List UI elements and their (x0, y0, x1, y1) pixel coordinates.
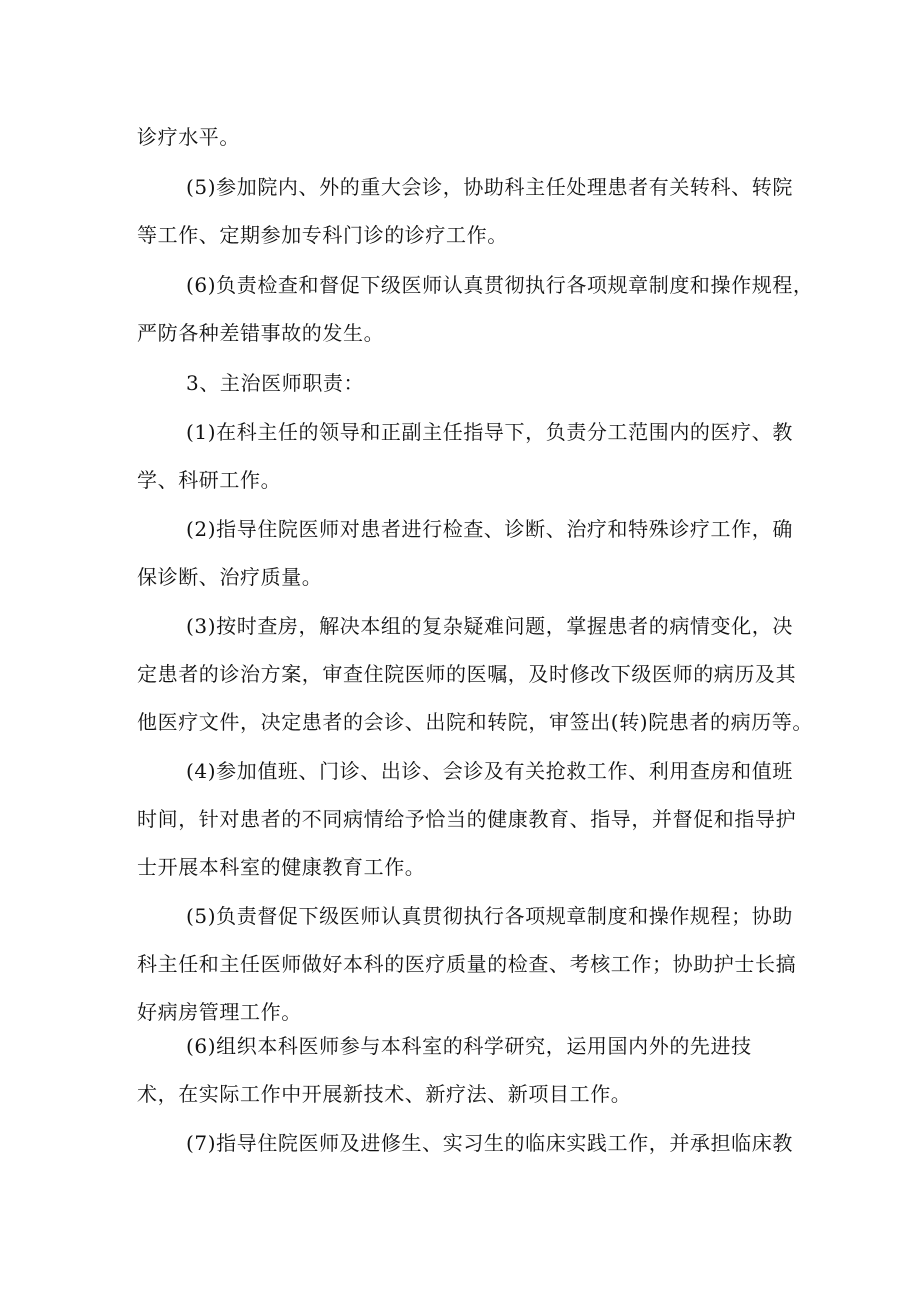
text-line: 保诊断、治疗质量。 (137, 565, 323, 589)
section-heading: 3、主治医师职责： (186, 371, 365, 395)
text-line: (5)负责督促下级医师认真贯彻执行各项规章制度和操作规程；协助 (186, 904, 793, 928)
text-line: 诊疗水平。 (137, 125, 240, 149)
text-line: (6)负责检查和督促下级医师认真贯彻执行各项规章制度和操作规程， (186, 273, 814, 297)
text-line: 时间，针对患者的不同病情给予恰当的健康教育、指导，并督促和指导护 (137, 807, 797, 831)
text-line: 术，在实际工作中开展新技术、新疗法、新项目工作。 (137, 1082, 632, 1106)
text-line: 科主任和主任医师做好本科的医疗质量的检查、考核工作；协助护士长搞 (137, 952, 797, 976)
text-line: 好病房管理工作。 (137, 1000, 302, 1024)
text-line: 定患者的诊治方案，审查住院医师的医嘱，及时修改下级医师的病历及其 (137, 662, 797, 686)
text-line: 学、科研工作。 (137, 468, 282, 492)
text-line: (4)参加值班、门诊、出诊、会诊及有关抢救工作、利用查房和值班 (186, 759, 793, 783)
text-line: 严防各种差错事故的发生。 (137, 321, 385, 345)
text-line: (3)按时查房，解决本组的复杂疑难问题，掌握患者的病情变化，决 (186, 614, 793, 638)
text-line: (6)组织本科医师参与本科室的科学研究，运用国内外的先进技 (186, 1034, 752, 1058)
text-line: (7)指导住院医师及进修生、实习生的临床实践工作，并承担临床教 (186, 1131, 793, 1155)
text-line: 士开展本科室的健康教育工作。 (137, 855, 426, 879)
text-line: 他医疗文件，决定患者的会诊、出院和转院，审签出(转)院患者的病历等。 (137, 710, 814, 734)
text-line: (2)指导住院医师对患者进行检查、诊断、治疗和特殊诊疗工作，确 (186, 517, 793, 541)
text-line: (1)在科主任的领导和正副主任指导下，负责分工范围内的医疗、教 (186, 420, 793, 444)
text-line: (5)参加院内、外的重大会诊，协助科主任处理患者有关转科、转院 (186, 175, 793, 199)
text-line: 等工作、定期参加专科门诊的诊疗工作。 (137, 223, 508, 247)
